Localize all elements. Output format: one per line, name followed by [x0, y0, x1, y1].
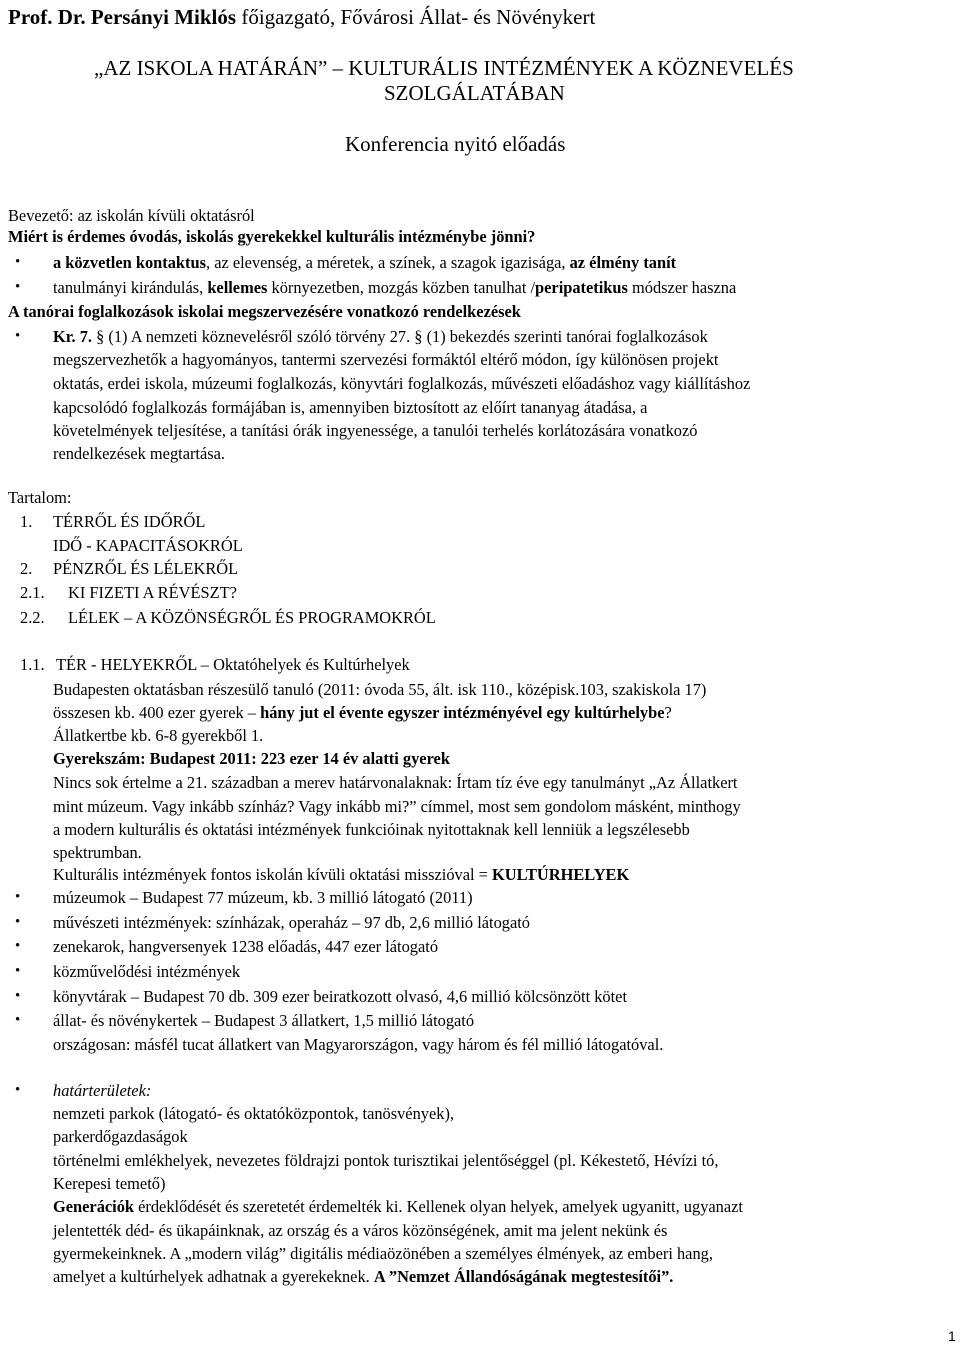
text-span: amelyet a kultúrhelyek adhatnak a gyerekeknek. [53, 1267, 374, 1286]
toc-num: 2. [20, 559, 33, 578]
list-continuation: országosan: másfél tucat állatkert van Magyarországon, vagy három és fél millió látogatóval. [53, 1035, 664, 1054]
intro-bullet-2 [53, 278, 736, 298]
intro-bullet-1 [53, 253, 676, 273]
toc-item: LÉLEK – A KÖZÖNSÉGRŐL ÉS PROGRAMOKRÓL [68, 608, 436, 627]
paragraph-line: a modern kulturális és oktatási intézmények funkcióinak nyitottaknak kell lenniük a legszélesebb [53, 820, 690, 839]
bullet-icon: • [15, 1012, 21, 1028]
list-item: múzeumok – Budapest 77 múzeum, kb. 3 millió látogató (2011) [53, 888, 473, 907]
bold-span: Kr. 7. [53, 327, 97, 346]
generations-line: jelentették déd- és ükapáinknak, az ország és a város közönségének, amit ma jelent nekünk és [53, 1221, 668, 1240]
bullet-icon: • [15, 1082, 21, 1098]
text-span: ? [664, 703, 672, 722]
text-span: érdeklődését és szeretetét érdemelték ki. Kellenek olyan helyek, amelyek ugyanitt, ugyanazt [134, 1197, 743, 1216]
body-line: Állatkertbe kb. 6-8 gyerekből 1. [53, 726, 264, 745]
bold-span: KULTÚRHELYEK [491, 865, 630, 884]
toc-num: 2.1. [20, 583, 45, 602]
bold-span: kellemes [207, 278, 268, 297]
list-item: könyvtárak – Budapest 70 db. 309 ezer beiratkozott olvasó, 4,6 millió kölcsönzött kötet [53, 987, 628, 1006]
law-line: rendelkezések megtartása. [53, 444, 226, 463]
text-span: összesen kb. 400 ezer gyerek – [53, 703, 261, 722]
law-line: követelmények teljesítése, a tanítási órák ingyenessége, a tanulói terhelés korlátozására vonatkozó [53, 421, 698, 440]
section-heading: TÉR - HELYEKRŐL – Oktatóhelyek és Kultúrhelyek [56, 655, 410, 674]
text-span: tanulmányi kirándulás, [53, 278, 208, 297]
toc-item: IDŐ - KAPACITÁSOKRÓL [53, 536, 243, 555]
border-area-line: történelmi emlékhelyek, nevezetes földrajzi pontok turisztikai jelentőséggel (pl. Kékestető, Hévízi tó, [53, 1151, 719, 1170]
bold-span: Generációk [53, 1197, 135, 1216]
text-span: , az elevenség, a méretek, a színek, a szagok igazisága, [206, 253, 570, 272]
text-span: Kulturális intézmények fontos iskolán kívüli oktatási misszióval = [53, 865, 492, 884]
law-line: oktatás, erdei iskola, múzeumi foglalkozás, könyvtári foglalkozás, művészeti előadáshoz vagy kiállításhoz [53, 374, 751, 393]
toc-label: Tartalom: [8, 488, 72, 507]
text-span: § (1) A nemzeti köznevelésről szóló törvény 27. § (1) bekezdés szerinti tanórai foglalkozások [96, 327, 708, 346]
author-line [8, 4, 595, 30]
toc-num: 1. [20, 512, 33, 531]
toc-item: KI FIZETI A RÉVÉSZT? [68, 583, 237, 602]
author-name: Prof. Dr. Persányi Miklós [8, 5, 237, 29]
bold-span: hány jut el évente egyszer intézményével egy kultúrhelybe [260, 703, 665, 722]
generations-line: gyermekeinknek. A „modern világ” digitális médiaözönében a személyes élmények, az emberi hang, [53, 1244, 713, 1263]
bold-span: A ”Nemzet Állandóságának megtestesítői”. [373, 1267, 674, 1286]
bold-span: az élmény tanít [569, 253, 677, 272]
bullet-icon: • [15, 328, 21, 344]
bullet-icon: • [15, 988, 21, 1004]
bullet-icon: • [15, 889, 21, 905]
intro-question: Miért is érdemes óvodás, iskolás gyerekekkel kulturális intézménybe jönni? [8, 227, 536, 246]
regulation-heading: A tanórai foglalkozások iskolai megszervezésére vonatkozó rendelkezések [8, 302, 521, 321]
list-item: közművelődési intézmények [53, 962, 241, 981]
kulturhelyek-line [53, 865, 629, 885]
border-area-line: Kerepesi temető) [53, 1174, 166, 1193]
title-line-2: SZOLGÁLATÁBAN [384, 81, 565, 105]
list-item: állat- és növénykertek – Budapest 3 állatkert, 1,5 millió látogató [53, 1011, 475, 1030]
paragraph-line: mint múzeum. Vagy inkább színház? Vagy inkább mi?” címmel, most sem gondolom másként, minthogy [53, 797, 741, 816]
border-areas-label: határterületek: [53, 1081, 152, 1100]
closing-line [53, 1267, 673, 1287]
toc-num: 2.2. [20, 608, 45, 627]
body-line [53, 703, 672, 723]
list-item: művészeti intézmények: színházak, operaház – 97 db, 2,6 millió látogató [53, 913, 531, 932]
page-number: 1 [948, 1328, 956, 1344]
text-span: környezetben, mozgás közben tanulhat / [267, 278, 536, 297]
border-area-line: parkerdőgazdaságok [53, 1127, 188, 1146]
toc-item: TÉRRŐL ÉS IDŐRŐL [53, 512, 206, 531]
text-span: módszer haszna [627, 278, 737, 297]
bullet-icon: • [15, 963, 21, 979]
border-area-line: nemzeti parkok (látogató- és oktatóközpontok, tanösvények), [53, 1104, 454, 1123]
law-first-line [53, 327, 708, 347]
section-number: 1.1. [20, 655, 45, 674]
body-line: Budapesten oktatásban részesülő tanuló (2011: óvoda 55, ált. isk 110., középisk.103, szakiskola 17) [53, 680, 707, 699]
law-line: kapcsolódó foglalkozás formájában is, amennyiben biztosított az előírt tananyag átadása, a [53, 398, 648, 417]
bullet-icon: • [15, 254, 21, 270]
toc-item: PÉNZRŐL ÉS LÉLEKRŐL [53, 559, 239, 578]
law-line: megszervezhetők a hagyományos, tantermi szervezési formáktól eltérő módon, így különösen projekt [53, 350, 719, 369]
bullet-icon: • [15, 914, 21, 930]
bold-span: peripatetikus [535, 278, 628, 297]
intro-line: Bevezető: az iskolán kívüli oktatásról [8, 206, 255, 225]
bullet-icon: • [15, 279, 21, 295]
title-line-1: „AZ ISKOLA HATÁRÁN” – KULTURÁLIS INTÉZMÉNYEK A KÖZNEVELÉS [94, 56, 794, 80]
body-line-bold: Gyerekszám: Budapest 2011: 223 ezer 14 év alatti gyerek [53, 749, 450, 768]
paragraph-line: spektrumban. [53, 843, 142, 862]
subtitle: Konferencia nyitó előadás [345, 132, 566, 156]
paragraph-line: Nincs sok értelme a 21. században a merev határvonalaknak: Írtam tíz éve egy tanulmányt „Az Állatkert [53, 773, 738, 792]
author-role: főigazgató, Fővárosi Állat- és Növénykert [236, 5, 596, 29]
generations-line [53, 1197, 743, 1217]
list-item: zenekarok, hangversenyek 1238 előadás, 447 ezer látogató [53, 937, 439, 956]
bold-span: a közvetlen kontaktus [53, 253, 206, 272]
bullet-icon: • [15, 938, 21, 954]
